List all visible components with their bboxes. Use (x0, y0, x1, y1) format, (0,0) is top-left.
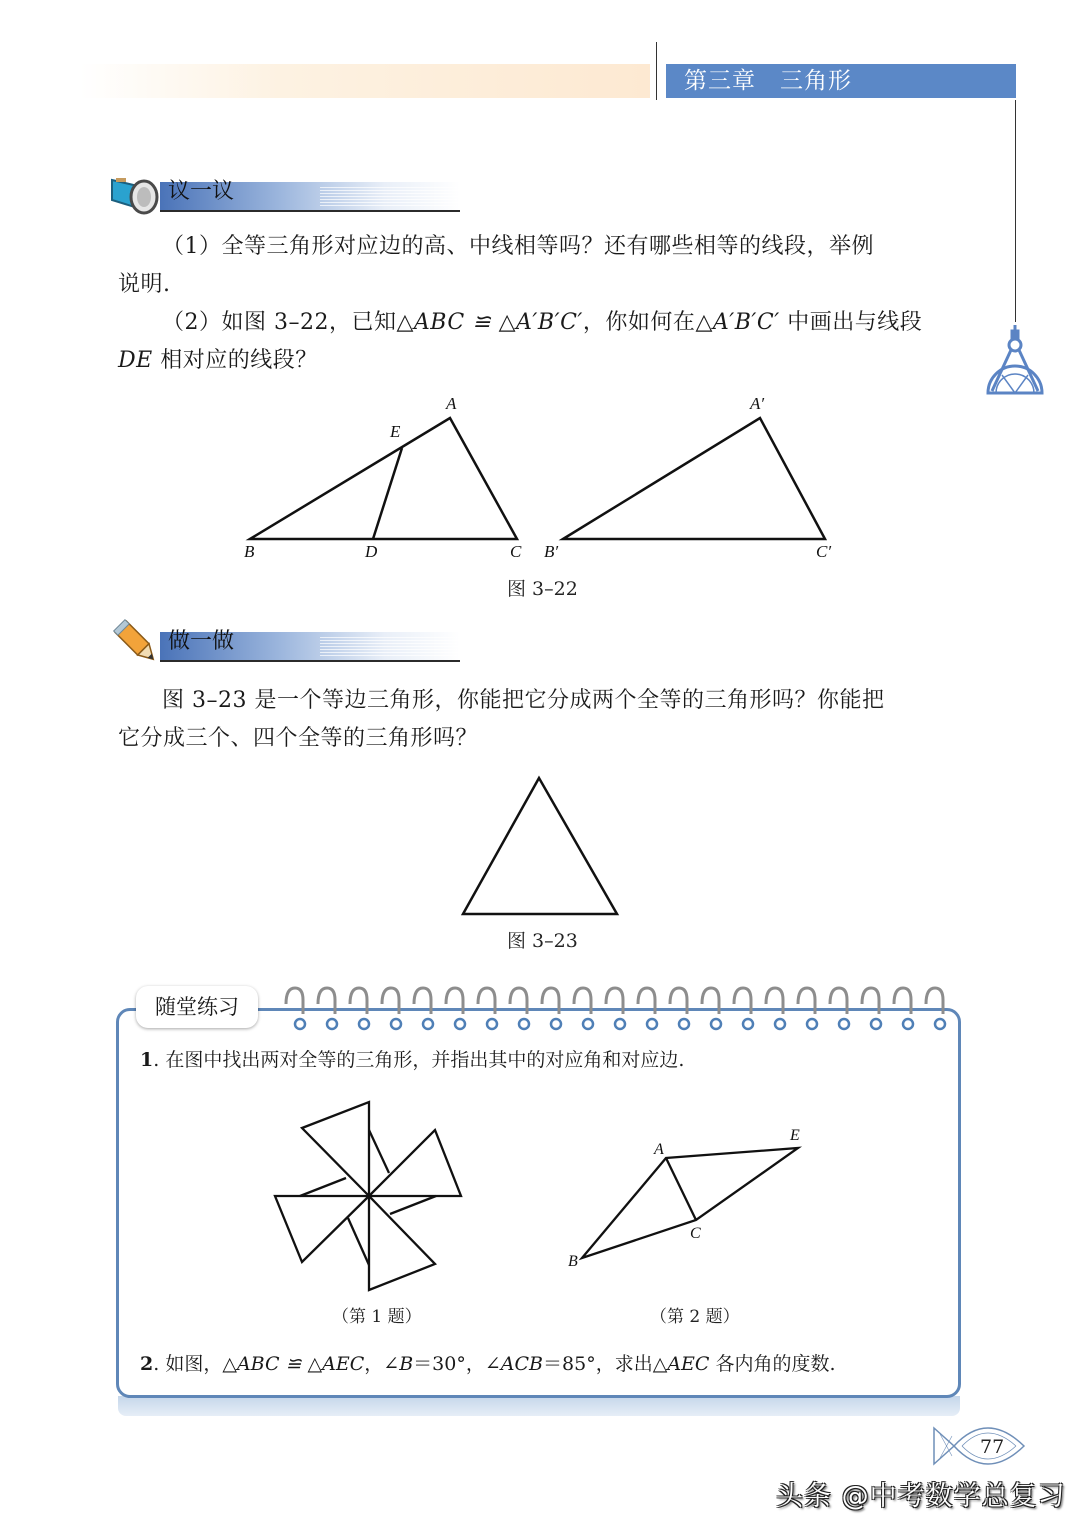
binding-ring (926, 988, 945, 1029)
discuss-section-label: 议一议 (168, 179, 235, 204)
binding-ring (702, 988, 721, 1029)
binding-ring (446, 988, 465, 1029)
practice-tab-label: 随堂练习 (136, 986, 258, 1028)
binding-ring (606, 988, 625, 1029)
binding-ring (766, 988, 785, 1029)
figure-3-23 (455, 772, 625, 920)
practice-q2: 2. 如图，△ABC ≌ △AEC，∠B＝30°，∠ACB＝85°，求出△AEC 各内角的度数. (140, 1353, 836, 1375)
header-divider (656, 42, 657, 100)
svg-text:B′: B′ (544, 542, 559, 561)
binding-ring (798, 988, 817, 1029)
binding-ring (638, 988, 657, 1029)
discuss-q2: （2）如图 3–22，已知△ABC ≌ △A′B′C′，你如何在△A′B′C′ 中画出与线段 (162, 310, 923, 335)
binding-ring (350, 988, 369, 1029)
binding-ring (830, 988, 849, 1029)
svg-text:C: C (510, 542, 522, 561)
svg-text:D: D (365, 542, 378, 561)
svg-text:B: B (568, 1253, 578, 1270)
svg-text:E: E (790, 1127, 800, 1144)
discuss-section-header (160, 179, 460, 212)
svg-text:C′: C′ (816, 542, 832, 561)
practice-figure-1-pinwheel (260, 1090, 480, 1300)
svg-text:A′: A′ (750, 394, 765, 413)
binding-ring (734, 988, 753, 1029)
side-rule (1015, 100, 1016, 322)
header-decor-band (80, 64, 650, 98)
practice-figure-2 (560, 1120, 820, 1270)
megaphone-icon (108, 172, 162, 218)
svg-text:E: E (390, 422, 401, 441)
binding-ring (574, 988, 593, 1029)
figure-3-23-caption: 图 3–23 (507, 930, 578, 952)
pencil-icon (112, 618, 162, 668)
figure-3-22 (230, 385, 850, 565)
compass-protractor-icon (984, 325, 1046, 399)
binding-ring (510, 988, 529, 1029)
binding-ring (478, 988, 497, 1029)
doit-line-2: 它分成三个、四个全等的三角形吗？ (118, 726, 479, 751)
discuss-q2-cont: DE 相对应的线段？ (118, 348, 318, 373)
page-number: 77 (980, 1436, 1005, 1458)
svg-text:A: A (446, 394, 457, 413)
svg-text:A: A (654, 1141, 664, 1158)
binding-ring (894, 988, 913, 1029)
doit-section-label: 做一做 (168, 629, 235, 654)
svg-text:B: B (244, 542, 255, 561)
figure-3-22-caption: 图 3–22 (507, 578, 578, 600)
binding-ring (286, 988, 305, 1029)
binding-ring (318, 988, 337, 1029)
doit-section-header (160, 629, 460, 662)
practice-figure-1-caption: （第 1 题） (332, 1307, 422, 1327)
watermark-text: 头条 @中考数学总复习 (776, 1481, 1066, 1512)
practice-figure-2-caption: （第 2 题） (650, 1307, 740, 1327)
practice-box-shadow (118, 1396, 960, 1416)
chapter-title: 第三章 三角形 (666, 64, 1016, 98)
binding-ring (542, 988, 561, 1029)
discuss-question-block (118, 228, 968, 380)
svg-text:C: C (690, 1225, 701, 1242)
binding-ring (862, 988, 881, 1029)
doit-line-1: 图 3–23 是一个等边三角形，你能把它分成两个全等的三角形吗？你能把 (162, 688, 885, 713)
doit-text-block (118, 682, 968, 758)
spiral-binding-rings (276, 984, 956, 1034)
discuss-q1-cont: 说明. (118, 272, 171, 297)
binding-ring (382, 988, 401, 1029)
binding-ring (414, 988, 433, 1029)
binding-ring (670, 988, 689, 1029)
practice-q1: 1. 在图中找出两对全等的三角形，并指出其中的对应角和对应边. (140, 1049, 685, 1071)
discuss-q1: （1）全等三角形对应边的高、中线相等吗？还有哪些相等的线段，举例 (162, 234, 874, 259)
